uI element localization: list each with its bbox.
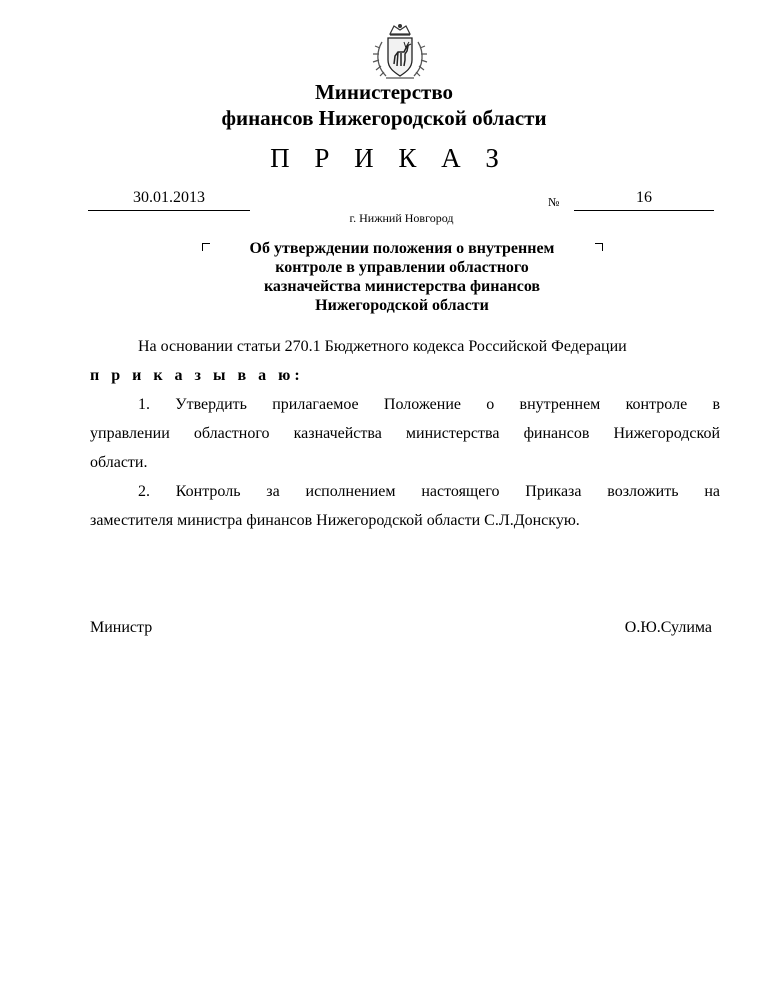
item1-line: управлении областного казначейства министерства финансов Нижегородской bbox=[90, 425, 720, 442]
subject-line: контроле в управлении областного bbox=[275, 259, 529, 276]
order-subject bbox=[212, 239, 592, 315]
signatory-name: О.Ю.Сулима bbox=[624, 619, 712, 636]
coat-of-arms-emblem bbox=[368, 22, 432, 82]
order-date: 30.01.2013 bbox=[88, 188, 250, 211]
order-body bbox=[90, 332, 720, 535]
subject-line: Нижегородской области bbox=[315, 297, 489, 314]
number-label: № bbox=[548, 195, 560, 209]
signatory-position: Министр bbox=[90, 619, 153, 636]
item2-line: заместителя министра финансов Нижегородской области С.Л.Донскую. bbox=[90, 512, 580, 529]
item1-line: 1. Утвердить прилагаемое Положение о внутреннем контроле в bbox=[138, 396, 720, 413]
subject-line: Об утверждении положения о внутреннем bbox=[249, 240, 555, 257]
item1-line: области. bbox=[90, 454, 148, 471]
order-number: 16 bbox=[574, 188, 714, 211]
item2-line: 2. Контроль за исполнением настоящего Приказа возложить на bbox=[138, 483, 720, 500]
basis-paragraph: На основании статьи 270.1 Бюджетного кодекса Российской Федерации bbox=[138, 338, 627, 355]
ministry-name-line2: финансов Нижегородской области bbox=[221, 106, 547, 130]
order-word: п р и к а з ы в а ю: bbox=[90, 367, 304, 384]
subject-line: казначейства министерства финансов bbox=[263, 278, 541, 295]
city-line: г. Нижний Новгород bbox=[349, 211, 454, 225]
subject-corner-left bbox=[202, 243, 210, 251]
ministry-name-line1: Министерство bbox=[314, 80, 454, 104]
document-type-title: П Р И К А З bbox=[270, 143, 508, 173]
subject-corner-right bbox=[595, 243, 603, 251]
